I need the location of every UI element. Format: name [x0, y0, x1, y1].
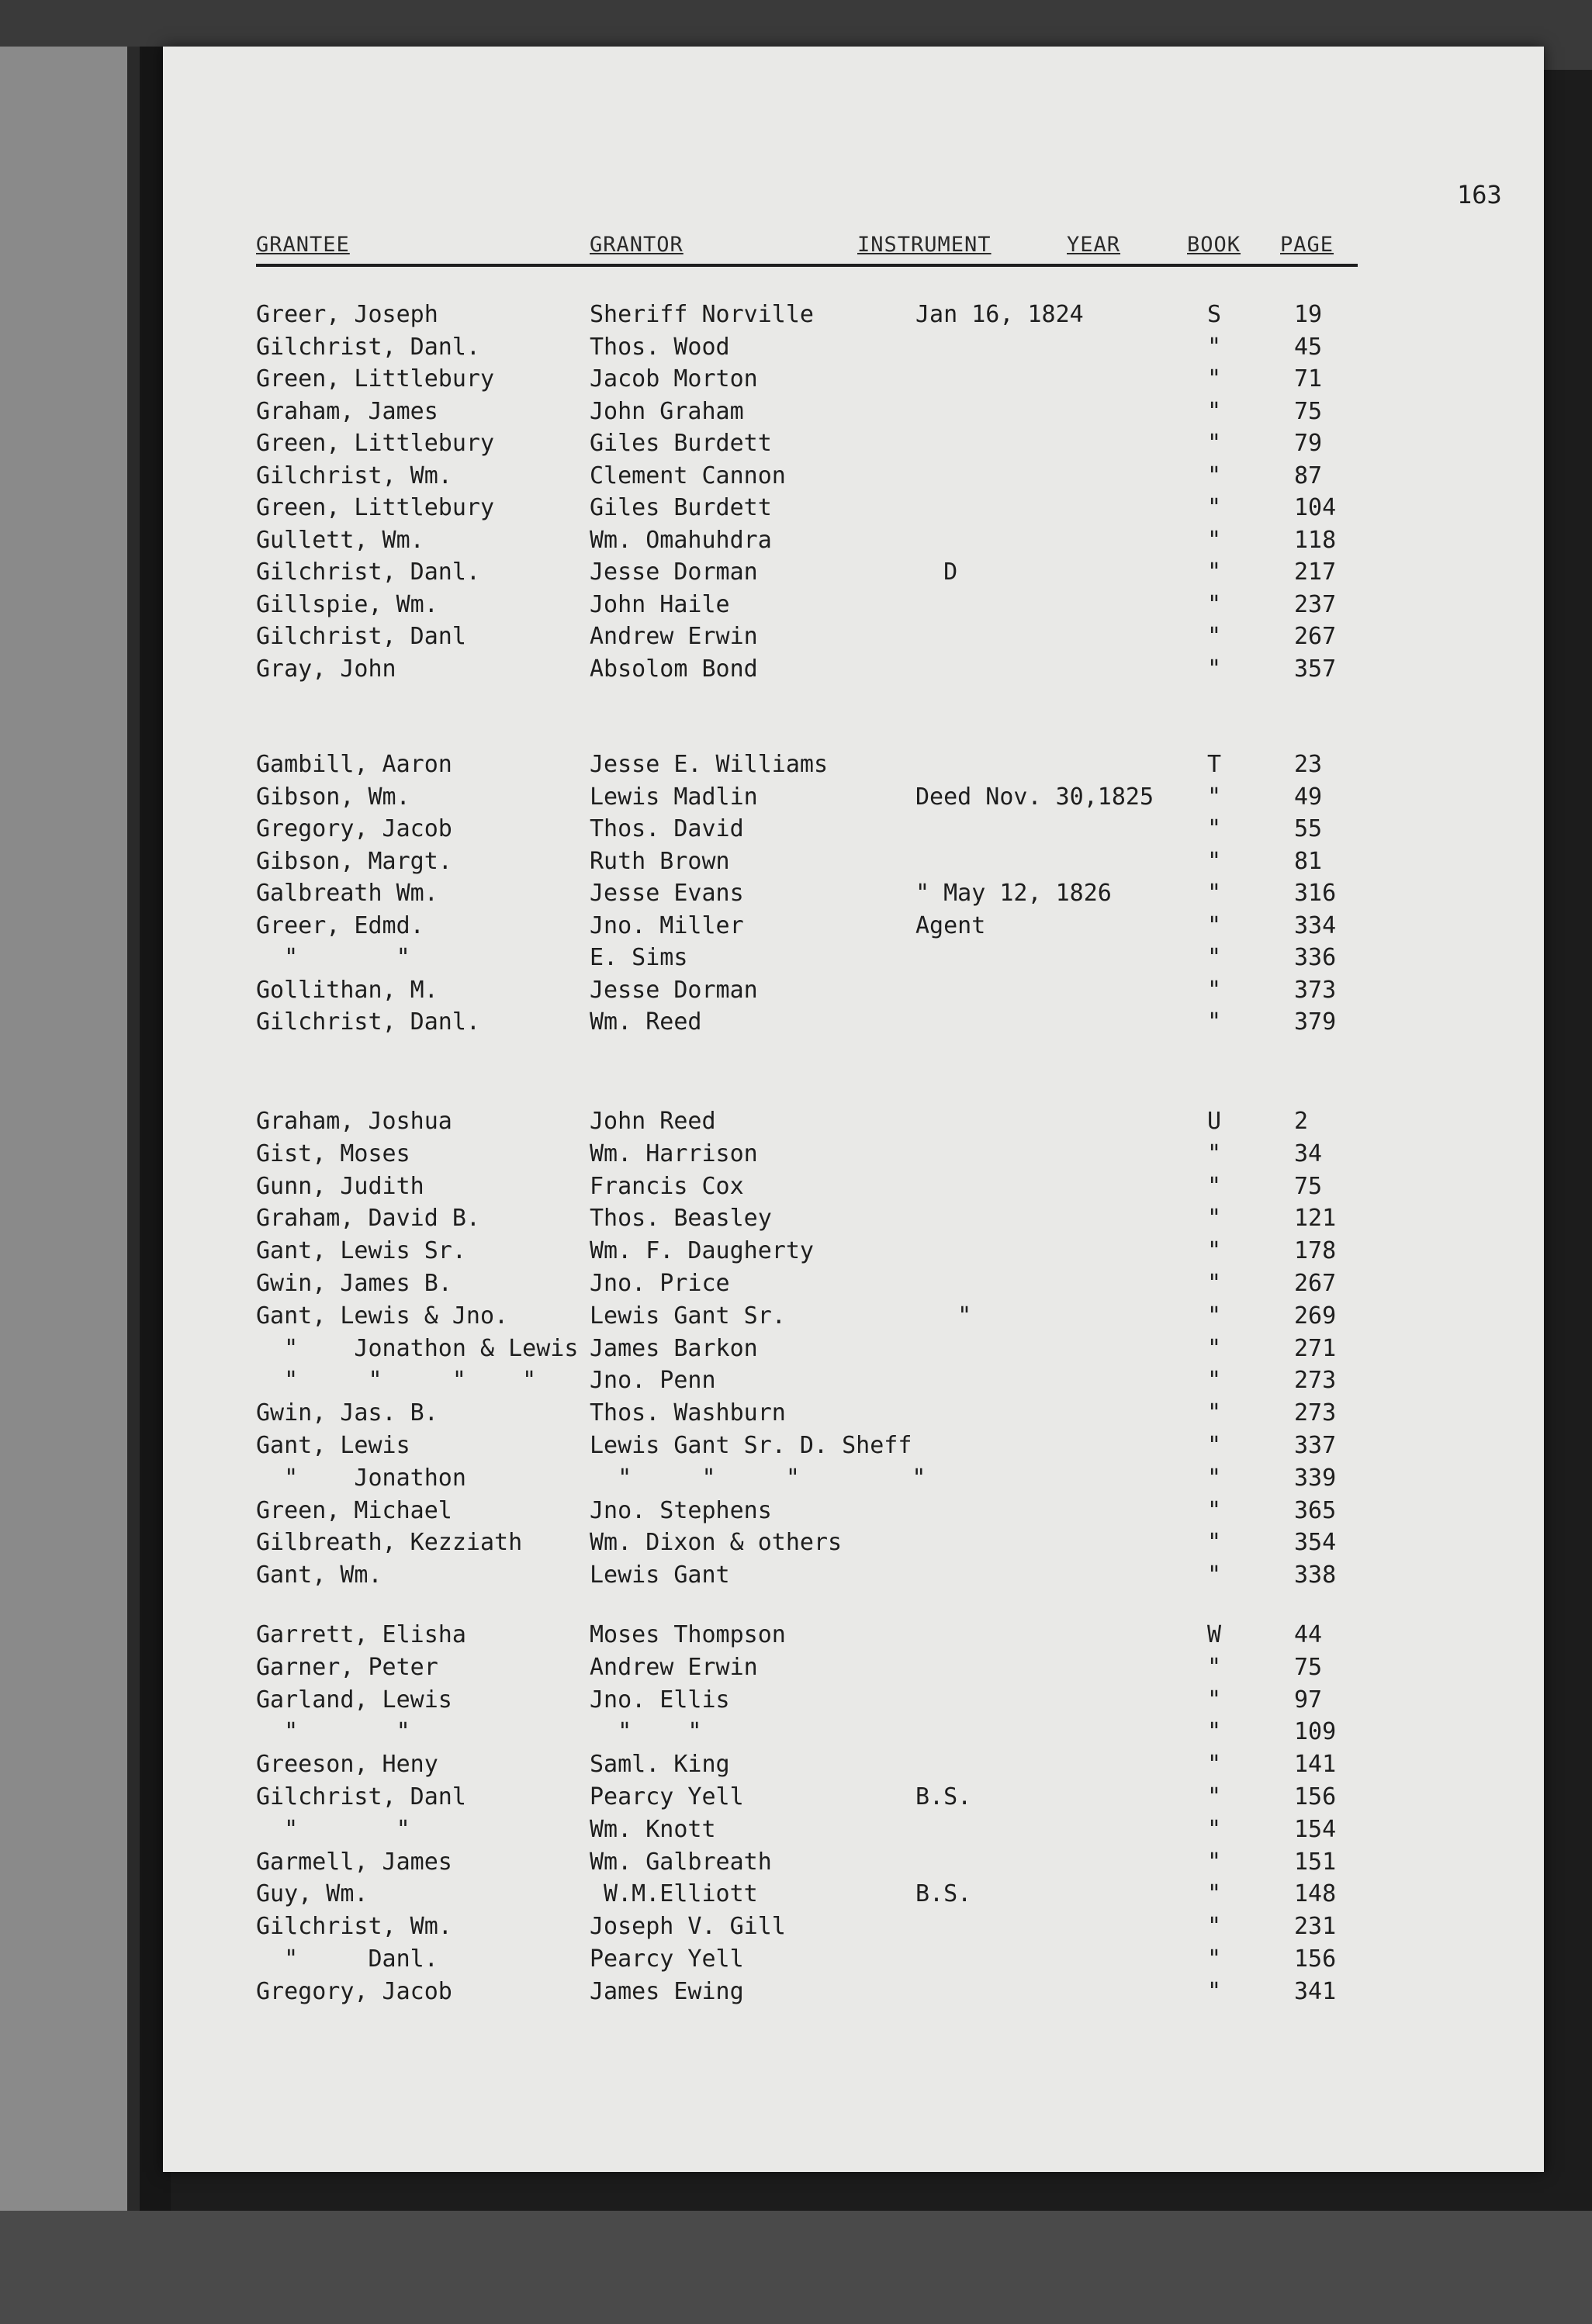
table-row [0, 591, 1381, 624]
grantor-cell: Lewis Gant Sr. [590, 1302, 786, 1330]
grantor-cell: Wm. Omahuhdra [590, 526, 772, 554]
book-cell: " [1206, 1529, 1222, 1557]
grantor-cell: James Ewing [590, 1977, 744, 2005]
grantee-cell: Gregory, Jacob [256, 1977, 452, 2005]
grantee-cell: Gregory, Jacob [256, 815, 452, 842]
table-row [0, 1335, 1381, 1368]
book-cell: " [1206, 590, 1222, 618]
book-cell: S [1206, 301, 1222, 328]
grantor-cell: Saml. King [590, 1751, 730, 1779]
grantee-cell: Gibson, Margt. [256, 847, 452, 875]
table-row [0, 1816, 1381, 1848]
book-cell: " [1206, 1848, 1222, 1876]
page-cell: 273 [1294, 1367, 1337, 1395]
book-cell: " [1206, 397, 1222, 425]
grantor-cell: Jesse E. Williams [590, 751, 829, 778]
table-row [0, 1465, 1381, 1497]
table-row [0, 1270, 1381, 1302]
header-year: YEAR [1067, 233, 1121, 257]
grantee-cell: Greeson, Heny [256, 1751, 438, 1779]
book-cell: " [1206, 1718, 1222, 1746]
page-cell: 267 [1294, 1270, 1337, 1297]
instrument-cell: Agent [915, 911, 986, 939]
book-cell: " [1206, 559, 1222, 586]
page-cell: 373 [1294, 976, 1337, 1004]
book-cell: " [1206, 1977, 1222, 2005]
grantee-cell: Gant, Lewis Sr. [256, 1237, 466, 1265]
instrument-cell: " [915, 1302, 972, 1330]
table-row [0, 751, 1381, 783]
book-cell: " [1206, 1496, 1222, 1524]
grantor-cell: Absolom Bond [590, 655, 758, 683]
grantor-cell: Jno. Miller [590, 911, 744, 939]
book-cell: " [1206, 1880, 1222, 1908]
book-cell: " [1206, 430, 1222, 457]
book-cell: " [1206, 526, 1222, 554]
grantee-cell: Garrett, Elisha [256, 1621, 466, 1648]
grantee-cell: Garland, Lewis [256, 1686, 452, 1714]
grantee-cell: Gilchrist, Danl. [256, 333, 480, 361]
page-cell: 87 [1294, 462, 1323, 489]
table-row [0, 1718, 1381, 1751]
page-cell: 141 [1294, 1751, 1337, 1779]
page-cell: 365 [1294, 1496, 1337, 1524]
table-row [0, 623, 1381, 655]
grantor-cell: Jesse Evans [590, 880, 744, 907]
grantor-cell: Francis Cox [590, 1172, 744, 1200]
grantor-cell: Ruth Brown [590, 847, 730, 875]
grantor-cell: Lewis Gant [590, 1561, 730, 1589]
grantor-cell: Wm. Knott [590, 1815, 716, 1843]
book-cell: " [1206, 1913, 1222, 1941]
grantee-cell: " " [256, 944, 410, 971]
grantee-cell: Gunn, Judith [256, 1172, 424, 1200]
grantor-cell: Clement Cannon [590, 462, 786, 489]
book-cell: " [1206, 1464, 1222, 1492]
grantee-cell: Gray, John [256, 655, 396, 683]
grantee-cell: " Jonathon & Lewis [256, 1334, 579, 1362]
page-cell: 121 [1294, 1205, 1337, 1233]
table-row [0, 1654, 1381, 1686]
page-cell: 231 [1294, 1913, 1337, 1941]
grantor-cell: James Barkon [590, 1334, 758, 1362]
grantor-cell: E. Sims [590, 944, 688, 971]
table-row [0, 1529, 1381, 1561]
table-row [0, 365, 1381, 398]
book-cell: " [1206, 1140, 1222, 1167]
page-cell: 156 [1294, 1945, 1337, 1973]
book-cell: " [1206, 1945, 1222, 1973]
grantor-cell: Lewis Madlin [590, 783, 758, 811]
table-row [0, 1913, 1381, 1945]
table-row [0, 1561, 1381, 1594]
book-cell: " [1206, 1399, 1222, 1427]
grantor-cell: Andrew Erwin [590, 623, 758, 650]
page-cell: 337 [1294, 1432, 1337, 1459]
page-cell: 79 [1294, 430, 1323, 457]
grantee-cell: Gilchrist, Wm. [256, 1913, 452, 1941]
book-cell: " [1206, 1334, 1222, 1362]
page-cell: 75 [1294, 397, 1323, 425]
book-cell: " [1206, 1302, 1222, 1330]
grantee-cell: Graham, Joshua [256, 1108, 452, 1135]
table-row [0, 1621, 1381, 1654]
page-cell: 316 [1294, 880, 1337, 907]
book-cell: " [1206, 623, 1222, 650]
page-cell: 34 [1294, 1140, 1323, 1167]
table-row [0, 1237, 1381, 1270]
instrument-cell: Jan 16, 1824 [915, 301, 1084, 328]
book-cell: " [1206, 911, 1222, 939]
book-cell: " [1206, 1815, 1222, 1843]
grantor-cell: " " [590, 1718, 702, 1746]
grantee-cell: Green, Littlebury [256, 430, 495, 457]
grantor-cell: Pearcy Yell [590, 1945, 744, 1973]
grantee-cell: Gwin, Jas. B. [256, 1399, 438, 1427]
grantee-cell: Garner, Peter [256, 1653, 438, 1681]
page-cell: 379 [1294, 1008, 1337, 1036]
grantor-cell: Lewis Gant Sr. D. Sheff [590, 1432, 912, 1459]
table-row [0, 655, 1381, 688]
page-cell: 269 [1294, 1302, 1337, 1330]
book-cell: T [1206, 751, 1222, 778]
grantee-cell: Galbreath Wm. [256, 880, 438, 907]
page-cell: 75 [1294, 1172, 1323, 1200]
page-cell: 118 [1294, 526, 1337, 554]
grantee-cell: Gilchrist, Danl [256, 623, 466, 650]
table-row [0, 1751, 1381, 1783]
header-grantee: GRANTEE [256, 233, 350, 257]
page-cell: 148 [1294, 1880, 1337, 1908]
page-cell: 75 [1294, 1653, 1323, 1681]
table-row [0, 912, 1381, 945]
grantor-cell: Jno. Price [590, 1270, 730, 1297]
grantor-cell: Thos. David [590, 815, 744, 842]
book-cell: " [1206, 1008, 1222, 1036]
book-cell: " [1206, 1561, 1222, 1589]
grantor-cell: Jno. Ellis [590, 1686, 730, 1714]
header-book: BOOK [1187, 233, 1241, 257]
grantor-cell: Thos. Wood [590, 333, 730, 361]
page-cell: 49 [1294, 783, 1323, 811]
table-row [0, 398, 1381, 431]
page-cell: 81 [1294, 847, 1323, 875]
table-row [0, 1783, 1381, 1816]
header-instrument: INSTRUMENT [857, 233, 992, 257]
instrument-cell: Deed Nov. 30,1825 [915, 783, 1154, 811]
grantee-cell: Green, Michael [256, 1496, 452, 1524]
book-cell: " [1206, 1751, 1222, 1779]
grantor-cell: Giles Burdett [590, 494, 772, 521]
table-row [0, 527, 1381, 559]
book-cell: " [1206, 655, 1222, 683]
grantor-cell: Andrew Erwin [590, 1653, 758, 1681]
page-cell: 154 [1294, 1815, 1337, 1843]
book-cell: W [1206, 1621, 1222, 1648]
table-row [0, 1978, 1381, 2011]
grantee-cell: Gilchrist, Danl. [256, 559, 480, 586]
page-cell: 217 [1294, 559, 1337, 586]
book-cell: " [1206, 462, 1222, 489]
table-row [0, 783, 1381, 816]
book-cell: " [1206, 333, 1222, 361]
grantee-cell: Gilchrist, Wm. [256, 462, 452, 489]
table-row [0, 301, 1381, 334]
table-row [0, 1367, 1381, 1399]
book-cell: " [1206, 1686, 1222, 1714]
page-cell: 109 [1294, 1718, 1337, 1746]
page-number: 163 [1457, 180, 1502, 209]
table-row [0, 1399, 1381, 1432]
table-row [0, 1880, 1381, 1913]
page-cell: 357 [1294, 655, 1337, 683]
grantor-cell: Thos. Beasley [590, 1205, 772, 1233]
table-row [0, 1108, 1381, 1140]
table-row [0, 334, 1381, 366]
grantor-cell: Pearcy Yell [590, 1783, 744, 1810]
grantor-cell: John Haile [590, 590, 730, 618]
page-cell: 19 [1294, 301, 1323, 328]
grantee-cell: Gilchrist, Danl [256, 1783, 466, 1810]
grantee-cell: Greer, Joseph [256, 301, 438, 328]
instrument-cell: B.S. [915, 1783, 972, 1810]
page-cell: 334 [1294, 911, 1337, 939]
grantee-cell: Gullett, Wm. [256, 526, 424, 554]
page-cell: 23 [1294, 751, 1323, 778]
grantee-cell: Gambill, Aaron [256, 751, 452, 778]
book-cell: " [1206, 494, 1222, 521]
grantor-cell: Jno. Stephens [590, 1496, 772, 1524]
page-cell: 237 [1294, 590, 1337, 618]
page-cell: 71 [1294, 365, 1323, 393]
table-row [0, 462, 1381, 495]
grantor-cell: Moses Thompson [590, 1621, 786, 1648]
book-cell: " [1206, 815, 1222, 842]
book-cell: U [1206, 1108, 1222, 1135]
table-row [0, 1686, 1381, 1719]
header-grantor: GRANTOR [590, 233, 684, 257]
book-cell: " [1206, 1205, 1222, 1233]
table-row [0, 1497, 1381, 1530]
grantor-cell: Jesse Dorman [590, 559, 758, 586]
grantee-cell: Gist, Moses [256, 1140, 410, 1167]
book-cell: " [1206, 365, 1222, 393]
grantor-cell: Wm. Dixon & others [590, 1529, 843, 1557]
book-cell: " [1206, 944, 1222, 971]
grantee-cell: Gilchrist, Danl. [256, 1008, 480, 1036]
table-row [0, 944, 1381, 977]
page-cell: 97 [1294, 1686, 1323, 1714]
page-cell: 44 [1294, 1621, 1323, 1648]
grantor-cell: Sheriff Norville [590, 301, 814, 328]
page-cell: 178 [1294, 1237, 1337, 1265]
table-row [0, 1848, 1381, 1881]
grantor-cell: " " " " [590, 1464, 926, 1492]
page-cell: 267 [1294, 623, 1337, 650]
grantor-cell: Wm. Reed [590, 1008, 702, 1036]
instrument-cell: " May 12, 1826 [915, 880, 1112, 907]
grantee-cell: Guy, Wm. [256, 1880, 369, 1908]
grantee-cell: Gant, Wm. [256, 1561, 382, 1589]
book-cell: " [1206, 847, 1222, 875]
grantee-cell: Greer, Edmd. [256, 911, 424, 939]
grantee-cell: Gollithan, M. [256, 976, 438, 1004]
instrument-cell: D [915, 559, 958, 586]
grantor-cell: Jacob Morton [590, 365, 758, 393]
table-row [0, 1173, 1381, 1205]
grantor-cell: Jesse Dorman [590, 976, 758, 1004]
table-row [0, 1945, 1381, 1978]
grantee-cell: " " [256, 1815, 410, 1843]
page-cell: 55 [1294, 815, 1323, 842]
grantee-cell: Green, Littlebury [256, 494, 495, 521]
grantee-cell: Gant, Lewis & Jno. [256, 1302, 509, 1330]
table-header [256, 233, 1358, 264]
book-cell: " [1206, 880, 1222, 907]
book-cell: " [1206, 1172, 1222, 1200]
grantor-cell: Wm. Galbreath [590, 1848, 772, 1876]
grantor-cell: John Reed [590, 1108, 716, 1135]
book-cell: " [1206, 1432, 1222, 1459]
page-cell: 156 [1294, 1783, 1337, 1810]
book-cell: " [1206, 1237, 1222, 1265]
grantee-cell: Graham, David B. [256, 1205, 480, 1233]
page-cell: 151 [1294, 1848, 1337, 1876]
table-row [0, 977, 1381, 1009]
page-cell: 273 [1294, 1399, 1337, 1427]
page-cell: 271 [1294, 1334, 1337, 1362]
page-cell: 354 [1294, 1529, 1337, 1557]
grantee-cell: Gilbreath, Kezziath [256, 1529, 523, 1557]
grantor-cell: Giles Burdett [590, 430, 772, 457]
table-row [0, 430, 1381, 462]
page-cell: 336 [1294, 944, 1337, 971]
grantor-cell: Thos. Washburn [590, 1399, 786, 1427]
table-row [0, 494, 1381, 527]
table-row [0, 815, 1381, 848]
book-cell: " [1206, 1653, 1222, 1681]
table-row [0, 1008, 1381, 1041]
grantor-cell: W.M.Elliott [590, 1880, 758, 1908]
table-row [0, 559, 1381, 591]
grantee-cell: " " [256, 1718, 410, 1746]
grantor-cell: Jno. Penn [590, 1367, 716, 1395]
grantee-cell: " Danl. [256, 1945, 438, 1973]
grantee-cell: Gibson, Wm. [256, 783, 410, 811]
grantee-cell: Gwin, James B. [256, 1270, 452, 1297]
page-cell: 341 [1294, 1977, 1337, 2005]
grantor-cell: Wm. F. Daugherty [590, 1237, 814, 1265]
table-row [0, 880, 1381, 912]
grantor-cell: Joseph V. Gill [590, 1913, 786, 1941]
page-cell: 339 [1294, 1464, 1337, 1492]
page-cell: 2 [1294, 1108, 1309, 1135]
grantee-cell: Gant, Lewis [256, 1432, 410, 1459]
book-cell: " [1206, 976, 1222, 1004]
grantee-cell: Garmell, James [256, 1848, 452, 1876]
grantee-cell: " " " " [256, 1367, 537, 1395]
book-cell: " [1206, 1367, 1222, 1395]
grantee-cell: Gillspie, Wm. [256, 590, 438, 618]
table-row [0, 1432, 1381, 1465]
table-row [0, 848, 1381, 880]
grantee-cell: " Jonathon [256, 1464, 466, 1492]
page-cell: 338 [1294, 1561, 1337, 1589]
page-cell: 45 [1294, 333, 1323, 361]
instrument-cell: B.S. [915, 1880, 972, 1908]
book-cell: " [1206, 1270, 1222, 1297]
grantor-cell: John Graham [590, 397, 744, 425]
table-row [0, 1205, 1381, 1237]
table-row [0, 1302, 1381, 1335]
table-row [0, 1140, 1381, 1173]
book-cell: " [1206, 783, 1222, 811]
header-page: PAGE [1280, 233, 1334, 257]
grantee-cell: Green, Littlebury [256, 365, 495, 393]
grantor-cell: Wm. Harrison [590, 1140, 758, 1167]
book-cell: " [1206, 1783, 1222, 1810]
page-cell: 104 [1294, 494, 1337, 521]
grantee-cell: Graham, James [256, 397, 438, 425]
scan-bottom-background [0, 2211, 1592, 2324]
header-rule [256, 264, 1358, 267]
